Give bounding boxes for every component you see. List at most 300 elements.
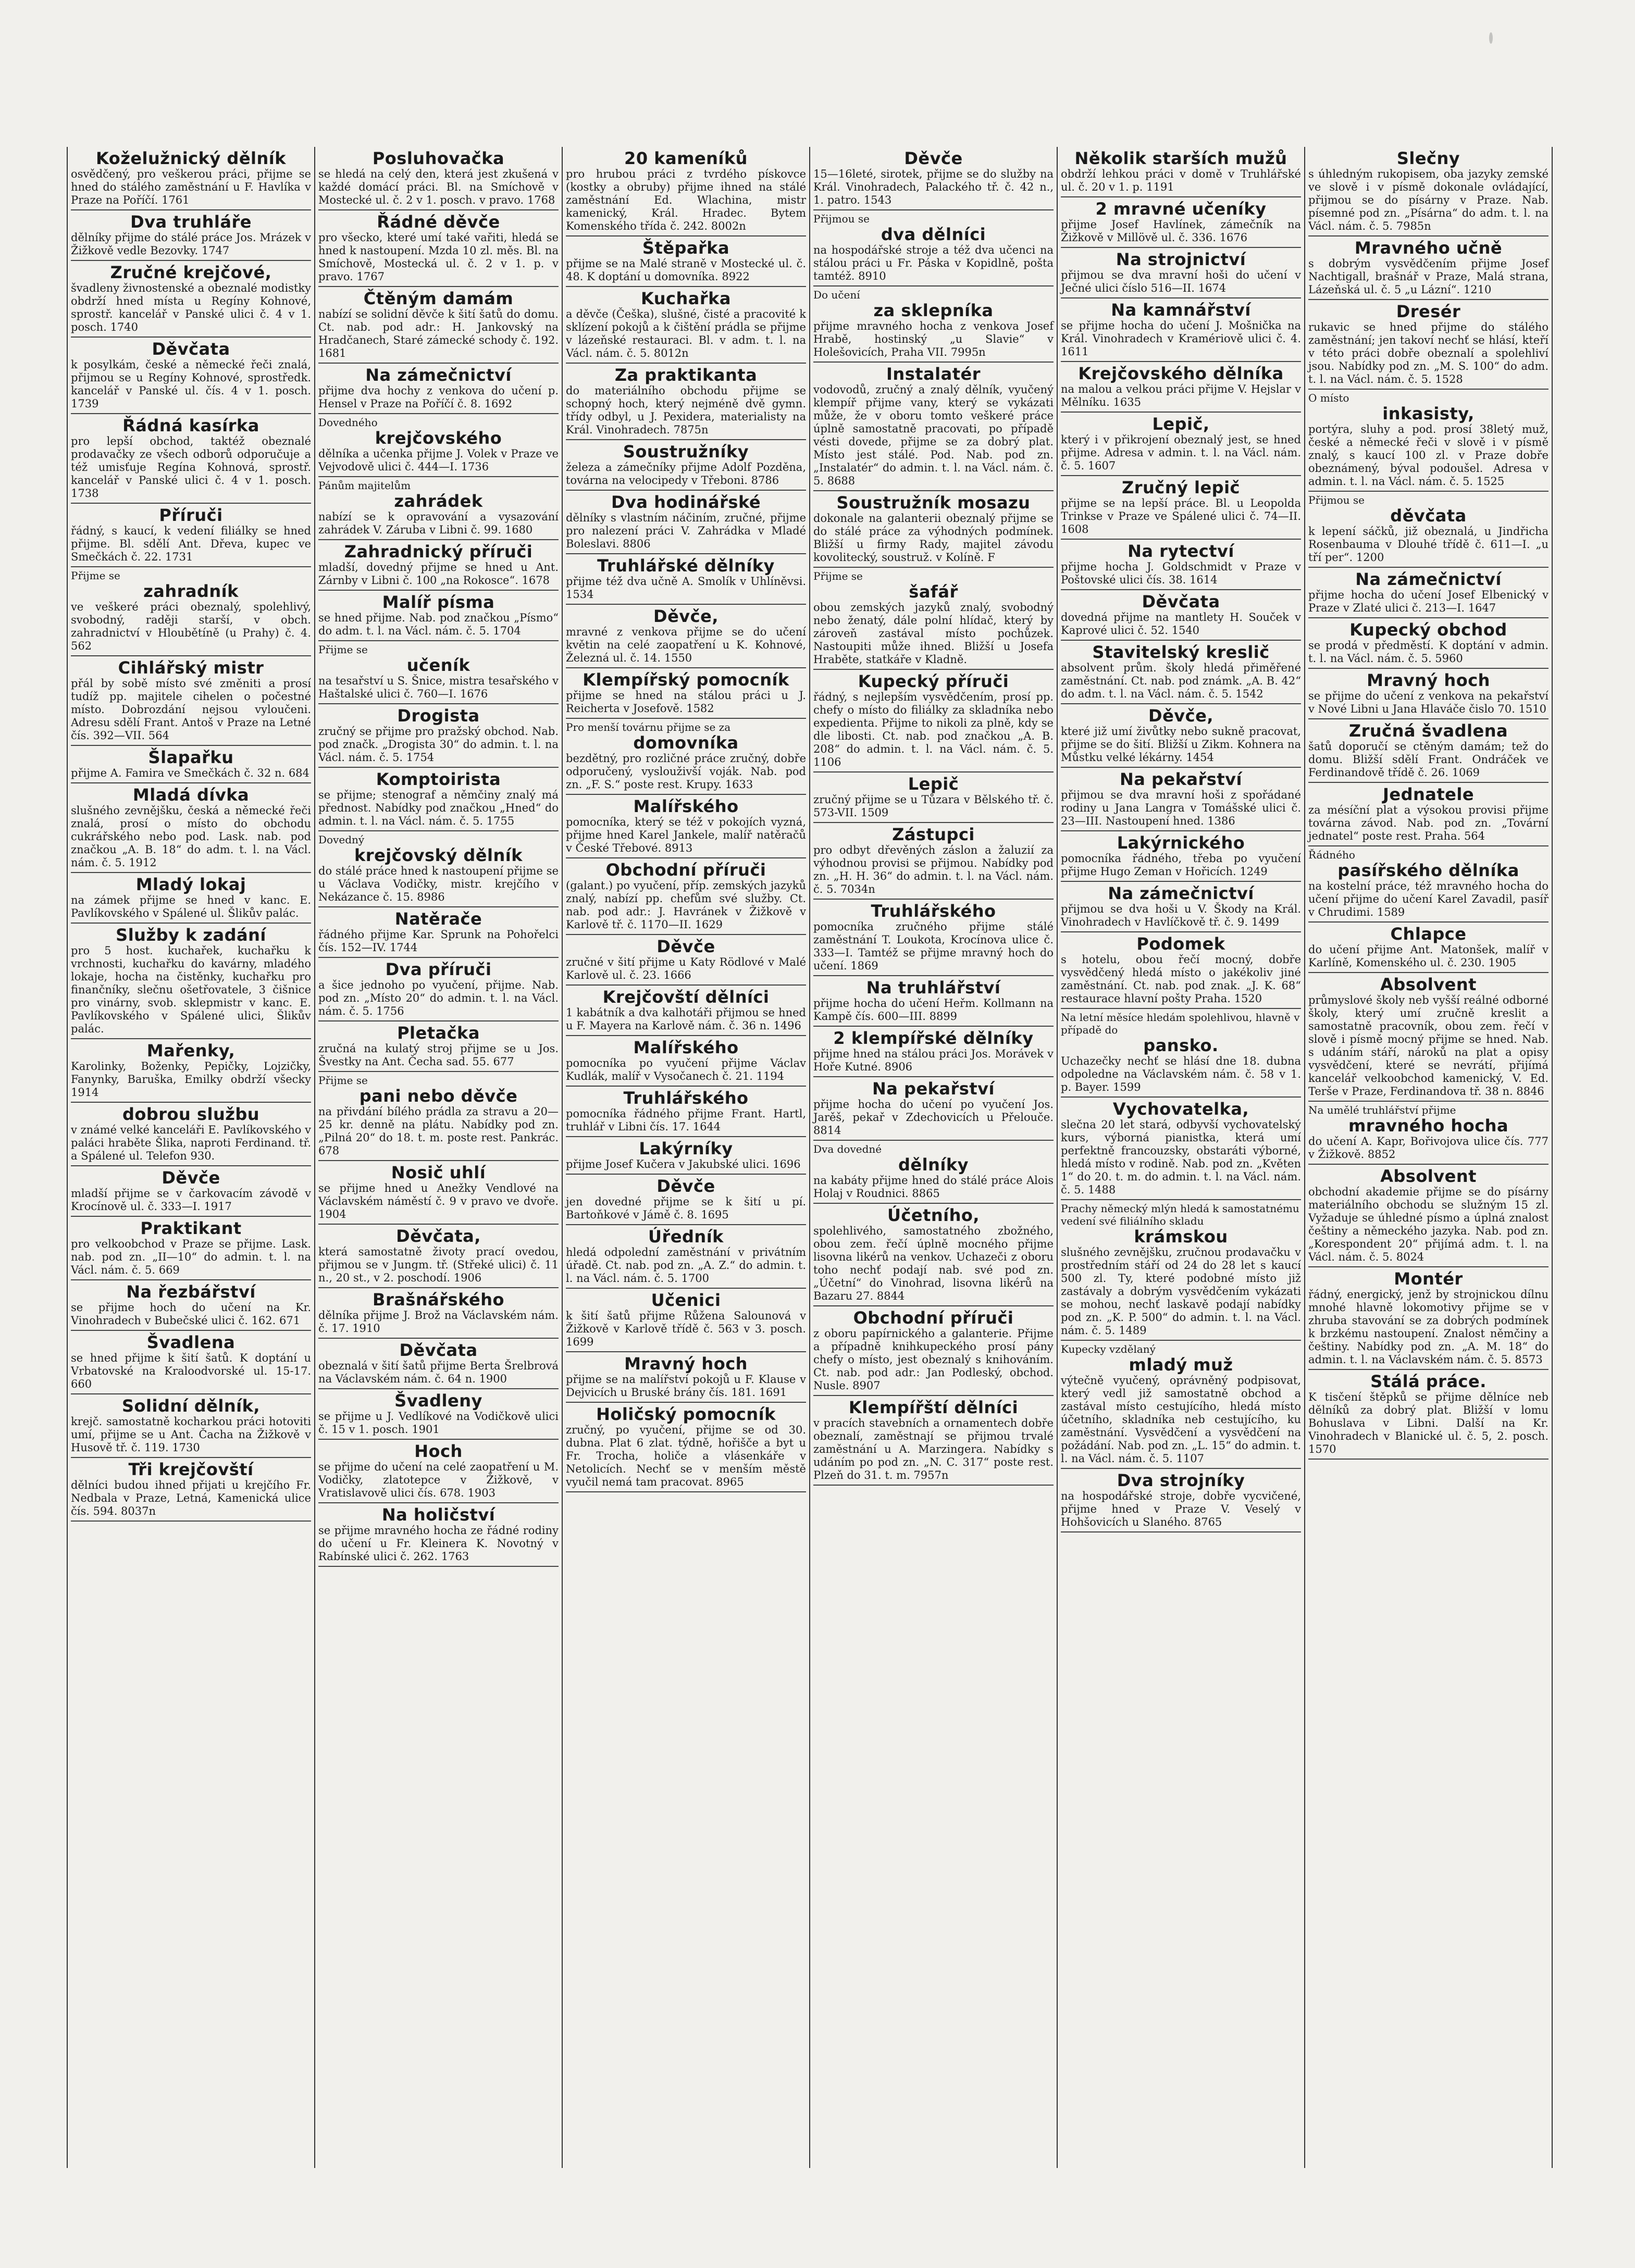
ad-headline: Na pekařství bbox=[1120, 769, 1242, 789]
ad-headline: Lepič bbox=[908, 774, 959, 794]
ad-body-text: se přijme hned u Anežky Vendlové na Václavském náměstí č. 9 v pravo ve dvoře. 1904 bbox=[318, 1182, 559, 1220]
ad-body-text: s úhledným rukopisem, oba jazyky zemské ve slově i v písmě dokonale ovládající, přijmou se do písárny v Praze. Nab. písemné pod zn. „Písárna“ do adm. t. l. na Václ. nám. č. 5. 7985n bbox=[1308, 168, 1549, 232]
classified-ad bbox=[318, 1339, 559, 1389]
classified-ad bbox=[71, 1166, 311, 1217]
ad-headline: Za praktikanta bbox=[614, 365, 758, 385]
ad-headline: za sklepníka bbox=[873, 301, 994, 320]
classified-ad bbox=[318, 704, 559, 768]
classified-column-4 bbox=[810, 147, 1058, 2168]
classified-ad bbox=[71, 210, 311, 261]
ad-body-text: pro hrubou práci z tvrdého pískovce (kostky a obruby) přijme ihned na stálé zaměstnání Ed. Wlachina, mistr kamenický, Král. Hradec. Bytem Komenského třída č. 242. 8002n bbox=[566, 168, 806, 232]
ad-headline: Děvčata, bbox=[396, 1226, 481, 1246]
classified-ad bbox=[1061, 476, 1301, 540]
ad-body-text: pro odbyt dřevěných záslon a žaluzií za výhodnou provisi se přijmou. Nabídky pod zn. „H. H. 36“ do admin. t. l. na Václ. nám. č. 5. 7034n bbox=[813, 844, 1054, 895]
ad-body-text: pomocníka řádného, třeba po vyučení přijme Hugo Zeman v Hořicích. 1249 bbox=[1061, 852, 1301, 878]
classified-ad bbox=[1308, 1267, 1549, 1370]
classified-ad bbox=[1061, 1469, 1301, 1532]
ad-headline: Mravného učně bbox=[1354, 238, 1503, 258]
classified-ad bbox=[813, 1077, 1054, 1141]
ad-lead-line: Pánům majitelům bbox=[318, 479, 411, 492]
ad-body-text: k posylkám, české a německé řeči znalá, přijmou se u Regíny Kohnové, sprostředk. kancelář v Panské ul. čís. 4 v 1. posch. 1739 bbox=[71, 358, 311, 410]
classified-ad bbox=[71, 873, 311, 924]
ad-headline: Zahradnický příruči bbox=[344, 542, 533, 562]
ad-body-text: pomocníka zručného přijme stálé zaměstnání T. Loukota, Krocínova ulice č. 333—I. Tamtéž se přijme mravný hoch do učení. 1869 bbox=[813, 920, 1054, 972]
classified-ad bbox=[1061, 704, 1301, 768]
ad-headline: Malíř písma bbox=[382, 592, 495, 612]
ad-headline: Posluhovačka bbox=[372, 148, 505, 168]
classified-ad bbox=[813, 286, 1054, 363]
ad-headline: Mařenky, bbox=[146, 1041, 236, 1061]
ad-headline: Zručný lepič bbox=[1121, 478, 1241, 497]
classified-ad bbox=[71, 504, 311, 567]
ad-headline: pasířského dělníka bbox=[1337, 861, 1519, 880]
ad-headline: dobrou službu bbox=[122, 1104, 260, 1124]
classified-ad bbox=[1061, 1341, 1301, 1469]
ad-headline: Hoch bbox=[414, 1441, 463, 1461]
classified-ad bbox=[813, 823, 1054, 900]
classified-ad bbox=[566, 935, 806, 986]
classified-ad bbox=[1308, 1102, 1549, 1165]
ad-headline: Klempířský pomocník bbox=[583, 670, 789, 690]
ad-body-text: dovedná přijme na mantlety H. Souček v Kaprové ulici č. 52. 1540 bbox=[1061, 611, 1301, 637]
ad-headline: Děvče bbox=[657, 1176, 715, 1196]
ad-headline: krámskou bbox=[1134, 1227, 1228, 1247]
ad-body-text: bezdětný, pro rozličné práce zručný, dobře odporučený, vyslouživší voják. Nab. pod zn. „F. S.“ poste rest. Krupy. 1633 bbox=[566, 752, 806, 791]
ad-headline: Nosič uhlí bbox=[391, 1163, 486, 1182]
ad-headline: šafář bbox=[909, 582, 958, 602]
classified-ad bbox=[813, 491, 1054, 568]
ad-headline: 2 mravné učeníky bbox=[1095, 199, 1267, 219]
ad-body-text: spolehlivého, samostatného zbožného, obou zem. řečí úplně mocného přijme lisovna likérů na venkov. Uchazeči z oboru toho nechť podají nab. své pod zn. „Účetní“ do Vinohrad, lisovna likérů na Bazaru 27. 8844 bbox=[813, 1225, 1054, 1302]
ad-headline: Čtěným damám bbox=[363, 289, 514, 308]
ad-body-text: přijme se na Malé straně v Mostecké ul. č. 48. K doptání u domovníka. 8922 bbox=[566, 257, 806, 283]
ad-body-text: přijme též dva učně A. Smolík v Uhlíněvsi. 1534 bbox=[566, 575, 806, 601]
ad-headline: mravného hocha bbox=[1348, 1116, 1509, 1136]
ad-body-text: osvědčený, pro veškerou práci, přijme se hned do stálého zaměstnání u F. Havlíka v Praze na Poříčí. 1761 bbox=[71, 168, 311, 206]
classified-ad bbox=[318, 1503, 559, 1567]
classified-ad bbox=[318, 1225, 559, 1288]
ad-headline: pani nebo děvče bbox=[359, 1086, 518, 1106]
classified-ad bbox=[566, 668, 806, 719]
ad-headline: Stavitelský kreslič bbox=[1092, 642, 1270, 662]
ad-headline: Vychovatelka, bbox=[1112, 1099, 1249, 1119]
classified-ad bbox=[1308, 783, 1549, 846]
ad-headline: Obchodní příruči bbox=[853, 1308, 1014, 1328]
ad-headline: zahradník bbox=[143, 581, 239, 601]
classified-ad bbox=[566, 1403, 806, 1492]
ad-headline: Šlapařku bbox=[148, 747, 234, 767]
ad-headline: Na strojnictví bbox=[1116, 250, 1246, 269]
ad-body-text: obdrží lehkou práci v domě v Truhlářské ul. č. 20 v 1. p. 1191 bbox=[1061, 168, 1301, 193]
ad-body-text: se přijme hoch do učení na Kr. Vinohradech v Bubečské ulici č. 162. 671 bbox=[71, 1301, 311, 1327]
classified-ad bbox=[566, 795, 806, 858]
ad-body-text: přijmou se dva hoši u V. Škody na Král. Vinohradech v Havlíčkově tř. č. 9. 1499 bbox=[1061, 903, 1301, 928]
ad-headline: Obchodní příruči bbox=[605, 860, 766, 880]
ad-headline: učeník bbox=[406, 655, 470, 675]
ad-headline: domovníka bbox=[633, 733, 739, 753]
classified-ad bbox=[566, 147, 806, 236]
ad-headline: Dva hodinářské bbox=[611, 492, 761, 512]
classified-ad bbox=[318, 958, 559, 1021]
ad-body-text: Karolinky, Boženky, Pepičky, Lojzičky, Fanynky, Baruška, Emilky obdrží všecky 1914 bbox=[71, 1060, 311, 1099]
ad-body-text: s dobrým vysvědčením přijme Josef Nachtigall, brašnář v Praze, Malá strana, Lázeňská ul. č. 5 „u Lázní“. 1210 bbox=[1308, 257, 1549, 296]
ad-body-text: mladší přijme se v čarkovacím závodě v Krocínově ul. č. 333—I. 1917 bbox=[71, 1187, 311, 1213]
scan-mark bbox=[1489, 32, 1493, 44]
ad-headline: Příruči bbox=[159, 505, 223, 525]
classified-ad bbox=[566, 1225, 806, 1289]
ad-headline: Zručné krejčové, bbox=[110, 263, 272, 282]
ad-headline: Děvče bbox=[904, 148, 963, 168]
ad-lead-line: Přijme se bbox=[318, 643, 368, 656]
ad-body-text: přijme Josef Havlínek, zámečník na Žižkově v Millövě ul. č. 336. 1676 bbox=[1061, 218, 1301, 244]
classified-ad bbox=[813, 976, 1054, 1027]
classified-ad bbox=[318, 210, 559, 287]
classified-ad bbox=[71, 1331, 311, 1394]
ad-headline: Holičský pomocník bbox=[596, 1404, 776, 1424]
ad-headline: 20 kameníků bbox=[624, 148, 748, 168]
ad-headline: Učenici bbox=[651, 1290, 721, 1310]
ad-body-text: a děvče (Češka), slušné, čisté a pracovité k sklízení pokojů a k čištění prádla se přijme v lázeňské restauraci. Bl. v adm. t. l. na Václ. nám. č. 5. 8012n bbox=[566, 308, 806, 359]
classified-ad bbox=[71, 567, 311, 656]
ad-body-text: pro 5 host. kuchařek, kuchařku k vrchnosti, kuchařku do kavárny, mladého lokaje, hocha na čistěnky, kuchařku pro finančníky, slečnu ošetřovatele, 3 čišnice pro vinárny, svob. sklepmistr v kanc. E. Pavlíkovského v Spálené ulici, Šlikův palác. bbox=[71, 944, 311, 1035]
classified-ad bbox=[1061, 932, 1301, 1009]
ad-lead-line: Přijme se bbox=[813, 570, 863, 582]
ad-headline: Řádná kasírka bbox=[122, 416, 259, 435]
classified-ad bbox=[813, 568, 1054, 670]
classified-column-2 bbox=[315, 147, 563, 2168]
ad-headline: Na truhlářství bbox=[866, 978, 1001, 998]
ad-headline: Na zámečnictví bbox=[365, 365, 512, 385]
ad-headline: zahrádek bbox=[394, 491, 483, 511]
ad-headline: Lepič, bbox=[1152, 414, 1210, 434]
ad-headline: Kuchařka bbox=[640, 289, 731, 308]
ad-headline: Komptoirista bbox=[376, 769, 501, 789]
ad-headline: Praktikant bbox=[140, 1218, 242, 1238]
ad-body-text: v známé velké kanceláři E. Pavlíkovského v paláci hraběte Šlika, naproti Ferdinand. tř. a Spálené ul. Telefon 930. bbox=[71, 1124, 311, 1162]
classified-ad bbox=[318, 831, 559, 907]
classified-column-6 bbox=[1305, 147, 1553, 2168]
classified-ad bbox=[71, 1394, 311, 1458]
ad-headline: dělníky bbox=[898, 1155, 969, 1175]
ad-headline: Dva truhláře bbox=[130, 212, 252, 232]
classified-ad bbox=[566, 1352, 806, 1403]
ad-lead-line: Dva dovedné bbox=[813, 1143, 882, 1155]
ad-body-text: výtečně vyučený, oprávněný podpisovat, který vedl již samostatně obchod a zastával místo cestujícího, hledá místo účetního, skladníka neb cestujícího, ku zaměstnání. Vysvědčení a vysvědčení na požádání. Nab. pod zn. „L. 15“ do admin. t. l. na Václ. nám. č. 5. 1107 bbox=[1061, 1374, 1301, 1465]
classified-ad bbox=[1308, 669, 1549, 719]
ad-body-text: přijmou se dva mravní hoši z spořádané rodiny u Jana Langra v Tomášské ulici č. 23—III. Nastoupení hned. 1386 bbox=[1061, 789, 1301, 827]
classified-ad bbox=[71, 1103, 311, 1166]
ad-headline: Drogista bbox=[397, 706, 480, 726]
ad-body-text: 1 kabátník a dva kalhotáři přijmou se hned u F. Mayera na Karlově nám. č. 36 n. 1496 bbox=[566, 1006, 806, 1032]
classified-ad bbox=[318, 147, 559, 210]
ad-body-text: nabízí se solidní děvče k šití šatů do domu. Ct. nab. pod adr.: H. Jankovský na Hradčanech, Staré zámecké schody č. 192. 1681 bbox=[318, 308, 559, 359]
ad-lead-line: O místo bbox=[1308, 392, 1349, 404]
classified-ad bbox=[1308, 147, 1549, 236]
ad-body-text: 15—16leté, sirotek, přijme se do služby na Král. Vinohradech, Palackého tř. č. 42 n., 1. patro. 1543 bbox=[813, 168, 1054, 206]
classified-ad bbox=[566, 1087, 806, 1137]
classified-ad bbox=[566, 236, 806, 287]
classified-ad bbox=[1308, 1370, 1549, 1460]
ad-headline: Krejčovského dělníka bbox=[1078, 364, 1284, 383]
classified-ad bbox=[318, 768, 559, 831]
ad-body-text: na malou a velkou práci přijme V. Hejslar v Mělníku. 1635 bbox=[1061, 383, 1301, 408]
classified-ad bbox=[566, 1175, 806, 1225]
classified-ad bbox=[71, 746, 311, 783]
ad-headline: Děvčata bbox=[1142, 592, 1220, 612]
ad-body-text: se přijme hocha do učení J. Mošnička na Král. Vinohradech v Kramériově ulici č. 4. 1611 bbox=[1061, 319, 1301, 358]
ad-headline: Několik starších mužů bbox=[1074, 148, 1287, 168]
ad-body-text: v pracích stavebních a ornamentech dobře obeznalí, zaměstnají se přijmou trvalé zaměstnání u A. Marzingera. Nabídky s udáním po pod zn. „N. C. 317“ poste rest. Plzeň do 31. t. m. 7957n bbox=[813, 1417, 1054, 1481]
ad-body-text: zručná na kulatý stroj přijme se u Jos. Švestky na Ant. Čecha sad. 55. 677 bbox=[318, 1042, 559, 1068]
classified-ad bbox=[71, 261, 311, 338]
ad-body-text: pomocníka řádného přijme Frant. Hartl, truhlář v Libni čís. 17. 1644 bbox=[566, 1107, 806, 1133]
ad-body-text: do učení A. Kapr, Bořivojova ulice čís. 777 v Žižkově. 8852 bbox=[1308, 1135, 1549, 1161]
classified-ad bbox=[566, 287, 806, 364]
classified-ad bbox=[318, 907, 559, 958]
ad-lead-line: Přijme se bbox=[71, 569, 120, 582]
ad-body-text: obeznalá v šití šatů přijme Berta Šrelbrová na Václavském nám. č. 64 n. 1900 bbox=[318, 1360, 559, 1385]
ad-body-text: K tisčení štěpků se přijme dělníce neb dělníků za dobrý plat. Bližší v lomu Bohuslava v Libni. Další na Kr. Vinohradech v Blanické ul. č. 5, 2. posch. 1570 bbox=[1308, 1391, 1549, 1455]
ad-lead-line: Pro menší továrnu přijme se za bbox=[566, 721, 731, 733]
ad-headline: Natěrače bbox=[394, 909, 482, 929]
ad-body-text: švadleny živnostenské a obeznalé modistky obdrží hned místa u Regíny Kohnové, sprostř. kancelář v Panské ulici č. 4 v 1. posch. 1740 bbox=[71, 282, 311, 333]
classified-ad bbox=[1061, 248, 1301, 298]
classified-ad bbox=[71, 1217, 311, 1280]
classified-ad bbox=[1061, 831, 1301, 882]
ad-body-text: ve veškeré práci obeznalý, spolehlivý, svobodný, raději starší, v obch. zahradnictví v Hloubětíně (u Prahy) č. 4. 562 bbox=[71, 601, 311, 652]
ad-body-text: přijme hocha J. Goldschmidt v Praze v Poštovské ulici čís. 38. 1614 bbox=[1061, 560, 1301, 586]
ad-headline: krejčovského bbox=[375, 428, 502, 448]
classified-ad bbox=[318, 540, 559, 591]
ad-body-text: přijme hocha do učení po vyučení Jos. Jarěš, pekař v Zdechovicích u Přelouče. 8814 bbox=[813, 1098, 1054, 1137]
ad-body-text: železa a zámečníky přijme Adolf Pozděna, továrna na velocipedy v Třeboni. 8786 bbox=[566, 461, 806, 487]
ad-body-text: obchodní akademie přijme se do písárny materiálního obchodu se služným 15 zl. Vyžaduje se úhledné písmo a úplná znalost češtiny a německého jazyka. Nab. pod zn. „Korespondent 20“ přijímá adm. t. l. na Václ. nám. č. 5. 8024 bbox=[1308, 1186, 1549, 1263]
ad-body-text: přijme A. Famira ve Smečkách č. 32 n. 684 bbox=[71, 767, 309, 779]
ad-body-text: dělníka přijme J. Brož na Václavském nám. č. 17. 1910 bbox=[318, 1309, 559, 1335]
ad-headline: Soustružníky bbox=[623, 442, 749, 462]
classified-ad bbox=[813, 1027, 1054, 1077]
ad-lead-line: Prachy německý mlýn hledá k samostatnému vedení své filiálního skladu bbox=[1061, 1202, 1299, 1227]
classified-ad bbox=[1061, 197, 1301, 248]
ad-headline: Úředník bbox=[648, 1227, 724, 1247]
ad-headline: děvčata bbox=[1390, 506, 1467, 526]
classified-ad bbox=[813, 1306, 1054, 1396]
ad-body-text: mladší, dovedný přijme se hned u Ant. Zárnby v Libni č. 100 „na Rokosce“. 1678 bbox=[318, 561, 559, 587]
ad-headline: Kupecký příruči bbox=[858, 671, 1009, 691]
ad-lead-line: Dovedného bbox=[318, 416, 378, 429]
classified-ad bbox=[566, 605, 806, 668]
ad-headline: dva dělníci bbox=[881, 225, 986, 244]
classified-ad bbox=[1308, 923, 1549, 973]
classified-ad bbox=[71, 1039, 311, 1103]
classified-ad bbox=[1061, 882, 1301, 932]
ad-lead-line: Na umělé truhlářství přijme bbox=[1308, 1104, 1456, 1116]
ad-lead-line: Na letní měsíce hledám spolehlivou, hlavně v případě do bbox=[1061, 1011, 1300, 1036]
ad-headline: Na řezbářství bbox=[126, 1282, 256, 1302]
ad-body-text: se přijme u J. Vedlíkové na Vodičkově ulici č. 15 v 1. posch. 1901 bbox=[318, 1410, 559, 1436]
classified-ad bbox=[71, 656, 311, 746]
ad-body-text: slečna 20 let stará, odbyvší vychovatelský kurs, výborná pianistka, která umí perfektně francouzsky, obstaráti výborné, hledá místo v rodině. Nab. pod zn. „Květen 1“ do 20. t. m. do admin. t. l. na Václ. nám. č. 5. 1488 bbox=[1061, 1118, 1301, 1196]
ad-body-text: se prodá v předměstí. K doptání v admin. t. l. na Václ. nám. č. 5. 5960 bbox=[1308, 639, 1549, 665]
classified-ad bbox=[1308, 390, 1549, 492]
ad-headline: Cihlářský mistr bbox=[118, 658, 264, 678]
ad-body-text: se přijme; stenograf a němčiny znalý má přednost. Nabídky pod značkou „Hned“ do admin. t. l. na Václ. nám. č. 5. 1755 bbox=[318, 789, 559, 827]
ad-headline: Mravný hoch bbox=[624, 1354, 748, 1374]
classified-ad bbox=[1308, 719, 1549, 783]
ad-body-text: na kabáty přijme hned do stálé práce Alois Holaj v Roudnici. 8865 bbox=[813, 1174, 1054, 1200]
classified-ad bbox=[1061, 1009, 1301, 1098]
ad-body-text: přijme dva hochy z venkova do učení p. Hensel v Praze na Poříčí č. 8. 1692 bbox=[318, 384, 559, 410]
ad-body-text: který i v přikrojení obeznalý jest, se hned přijme. Adresa v admin. t. l. na Václ. nám. č. 5. 1607 bbox=[1061, 433, 1301, 472]
classified-ad bbox=[71, 338, 311, 414]
ad-lead-line: Řádného bbox=[1308, 849, 1355, 861]
ad-body-text: řádný, energický, jenž by strojnickou dílnu mnohé hlavně lokomotivy přijme se v zhruba stavování se za dobrých podmínek k brzkému nastoupení. Znalost němčiny a češtiny. Nabídky pod zn. „A. M. 18“ do admin. t. l. na Václavském nám. č. 5. 8573 bbox=[1308, 1288, 1549, 1366]
ad-body-text: dokonale na galanterii obeznalý přijme se do stálé práce za výhodných podmínek. Bližší u firmy Rady, majitel závodu kovolitecký, soustruž. v Kolíně. F bbox=[813, 512, 1054, 564]
ad-body-text: která samostatně životy prací ovedou, přijmou se v Jungm. tř. (Střeké ulici) č. 11 n., 20 st., v 2. poschodí. 1906 bbox=[318, 1245, 559, 1284]
ad-headline: Štěpařka bbox=[642, 238, 730, 258]
ad-lead-line: Přijme se bbox=[318, 1074, 368, 1087]
ad-headline: 2 klempířské dělníky bbox=[833, 1028, 1034, 1048]
ad-headline: Zástupci bbox=[892, 825, 975, 844]
ad-body-text: dělníka a učenka přijme J. Volek v Praze ve Vejvodově ulici č. 444—I. 1736 bbox=[318, 447, 559, 473]
ad-headline: Na rytectví bbox=[1128, 541, 1234, 561]
ad-headline: Slečny bbox=[1396, 148, 1460, 168]
ad-body-text: pro lepší obchod, taktéž obeznalé prodavačky ze všech odborů odporučuje a též umisťuje Regína Kohnová, sprostř. kancelář v Panské ulici č. 4 v 1. posch. 1738 bbox=[71, 435, 311, 500]
ad-body-text: (galant.) po vyučení, příp. zemských jazyků znalý, nabízí pp. chefům své služby. Ct. nab. pod adr.: J. Havránek v Žižkově v Karlově tř. č. 1170—II. 1629 bbox=[566, 879, 806, 931]
ad-headline: Brašnářského bbox=[373, 1290, 504, 1310]
classified-ad bbox=[1061, 1098, 1301, 1200]
classified-ad bbox=[1061, 641, 1301, 704]
ad-body-text: na tesařství u S. Šnice, mistra tesařského v Haštalské ulici č. 760—I. 1676 bbox=[318, 675, 559, 700]
classified-ad bbox=[318, 1440, 559, 1503]
classified-ad bbox=[71, 924, 311, 1039]
ad-body-text: se hned přijme. Nab. pod značkou „Písmo“ do adm. t. l. na Václ. nám. č. 5. 1704 bbox=[318, 612, 559, 637]
ad-body-text: přijme se na lepší práce. Bl. u Leopolda Trinkse v Praze ve Spálené ulici č. 74—II. 1608 bbox=[1061, 497, 1301, 535]
ad-headline: Švadleny bbox=[394, 1391, 482, 1411]
classified-ad bbox=[1061, 768, 1301, 831]
classified-ad bbox=[71, 1280, 311, 1331]
ad-headline: Děvčata bbox=[152, 339, 230, 359]
classified-ad bbox=[318, 1161, 559, 1225]
ad-lead-line: Kupecky vzdělaný bbox=[1061, 1343, 1156, 1355]
classified-ad bbox=[1308, 618, 1549, 669]
ad-headline: Absolvent bbox=[1380, 975, 1477, 994]
ad-headline: Děvče bbox=[162, 1168, 220, 1188]
ad-body-text: přijme se na malířství pokojů u F. Klause v Dejvicích u Bruské brány čís. 181. 1691 bbox=[566, 1373, 806, 1399]
ad-headline: Na holičství bbox=[381, 1505, 496, 1525]
ad-body-text: rukavic se hned přijme do stálého zaměstnání; jen takoví nechť se hlásí, kteří v této práci dobře obeznalí a spolehliví jsou. Nabídky pod zn. „M. S. 100“ do adm. t. l. na Václ. nám. č. 5. 1528 bbox=[1308, 321, 1549, 385]
classified-column-1 bbox=[68, 147, 315, 2168]
ad-body-text: zručný přijme se u Tůzara v Bělského tř. č. 573-VII. 1509 bbox=[813, 793, 1054, 819]
ad-body-text: přijmou se dva mravní hoši do učení v Ječné ulici číslo 516—II. 1674 bbox=[1061, 269, 1301, 294]
ad-headline: Jednatele bbox=[1382, 784, 1475, 804]
classified-ad bbox=[813, 772, 1054, 823]
ad-headline: Děvče, bbox=[1148, 706, 1213, 726]
ad-headline: Malířského bbox=[633, 1038, 739, 1057]
ad-headline: Absolvent bbox=[1380, 1166, 1477, 1186]
classified-ad bbox=[813, 1204, 1054, 1306]
classified-ad bbox=[566, 1137, 806, 1175]
classified-ad bbox=[1061, 362, 1301, 413]
ad-body-text: slušného zevnějšku, zručnou prodavačku v prostředním stáří od 24 do 28 let s kaucí 500 zl. Ty, které podobné místo již zastávaly a dobrým vysvědčením vykázati se mohou, nechť laskavě podají nabídky pod zn. „K. P. 500“ do admin. t. l. na Václ. nám. č. 5. 1489 bbox=[1061, 1246, 1301, 1337]
ad-headline: Soustružník mosazu bbox=[836, 493, 1031, 513]
classified-ad bbox=[1061, 590, 1301, 641]
ad-body-text: zručný se přijme pro pražský obchod. Nab. pod značk. „Drogista 30“ do admin. t. l. na Václ. nám. č. 5. 1754 bbox=[318, 725, 559, 764]
classified-ad bbox=[1308, 568, 1549, 618]
ad-body-text: přál by sobě místo své změniti a prosí tudíž pp. majitele cihelen o počestné místo. Dobrozdání nejsou vyloučeni. Adresu sdělí Frant. Antoš v Praze na Letné čís. 392—VII. 564 bbox=[71, 677, 311, 742]
ad-headline: Děvče bbox=[657, 937, 715, 956]
ad-body-text: do učení přijme Ant. Matonšek, malíř v Karlíně, Komenského ul. č. 230. 1905 bbox=[1308, 943, 1549, 969]
classified-ad bbox=[1308, 236, 1549, 300]
classified-ad bbox=[318, 1072, 559, 1161]
classified-ad bbox=[318, 1288, 559, 1339]
classified-ad bbox=[813, 670, 1054, 772]
ad-body-text: na kostelní práce, též mravného hocha do učení přijme do učení Karel Zavadil, pasíř v Chrudimi. 1589 bbox=[1308, 880, 1549, 918]
ad-headline: Malířského bbox=[633, 796, 739, 816]
ad-body-text: na hospodářské stroje, dobře vycvičené, přijme hned v Praze V. Veselý v Hohšovicích u Slaného. 8765 bbox=[1061, 1490, 1301, 1528]
ad-body-text: řádného přijme Kar. Sprunk na Pohořelci čís. 152—IV. 1744 bbox=[318, 928, 559, 954]
ad-body-text: přijme hocha do učení Josef Elbenický v Praze v Zlaté ulici č. 213—I. 1647 bbox=[1308, 589, 1549, 614]
ad-body-text: pro všecko, které umí také vařiti, hledá se hned k nastoupení. Mzda 10 zl. měs. Bl. na Smíchově, Mostecká ul. č. 2 v 1. p. v pravo. 1767 bbox=[318, 231, 559, 283]
ad-body-text: Uchazečky nechť se hlásí dne 18. dubna odpoledne na Václavském nám. č. 58 v 1. p. Bayer. 1599 bbox=[1061, 1055, 1301, 1093]
ad-headline: Pletačka bbox=[397, 1023, 480, 1043]
ad-lead-line: Přijmou se bbox=[1308, 494, 1365, 506]
classified-ad bbox=[566, 1289, 806, 1352]
classified-ad bbox=[318, 287, 559, 364]
ad-body-text: pomocníka po vyučení přijme Václav Kudlák, malíř v Vysočanech č. 21. 1194 bbox=[566, 1057, 806, 1082]
ad-headline: Koželužnický dělník bbox=[95, 148, 287, 168]
ad-body-text: za mésíční plat a výsokou provisi přijme továrna závod. Nab. pod zn. „Tovární jednatel“ poste rest. Praha. 564 bbox=[1308, 804, 1549, 842]
ad-headline: inkasisty, bbox=[1382, 404, 1475, 423]
ad-body-text: přijme hocha do učení Heřm. Kollmann na Kampě čís. 600—III. 8899 bbox=[813, 997, 1054, 1023]
ad-headline: Dva příruči bbox=[385, 959, 492, 979]
classified-ad bbox=[318, 641, 559, 704]
classified-ad bbox=[318, 591, 559, 641]
classified-ad bbox=[1061, 1200, 1301, 1341]
ad-body-text: zručné v šití přijme u Katy Rödlové v Malé Karlově ul. č. 23. 1666 bbox=[566, 956, 806, 981]
ad-headline: Stálá práce. bbox=[1370, 1372, 1487, 1391]
ad-body-text: dělníci budou ihned přijati u krejčího Fr. Nedbala v Praze, Letná, Kamenická ulice čís. 594. 8037n bbox=[71, 1479, 311, 1517]
ad-body-text: přijme mravného hocha z venkova Josef Hrabě, hostinský „u Slavie“ v Holešovicích, Praha VII. 7995n bbox=[813, 320, 1054, 358]
classified-ad bbox=[813, 1396, 1054, 1486]
classified-ad bbox=[566, 491, 806, 554]
ad-body-text: s hotelu, obou řečí mocný, dobře vysvědčený hledá místo o jakékoliv jiné zaměstnání. Ct. nab. pod znak. „J. K. 68“ restaurace hlavní pošty Praha. 1520 bbox=[1061, 953, 1301, 1005]
classified-ad bbox=[1308, 973, 1549, 1102]
ad-body-text: šatů doporučí se ctěným damám; tež do domu. Bližší sdělí Frant. Ondráček ve Ferdinandově třídě č. 26. 1069 bbox=[1308, 740, 1549, 779]
ad-headline: Na zámečnictví bbox=[1108, 883, 1254, 903]
ad-lead-line: Dovedný bbox=[318, 833, 365, 846]
ad-body-text: a šice jednoho po vyučení, přijme. Nab. pod zn. „Místo 20“ do admin. t. l. na Václ. nám. č. 5. 1756 bbox=[318, 979, 559, 1017]
ad-body-text: obou zemských jazyků znalý, svobodný nebo ženatý, dále polní hlídač, který by zároveň zastával místo pochůzek. Nastoupiti může ihned. Bližší u Josefa Hraběte, statkáře v Kladně. bbox=[813, 601, 1054, 666]
classified-ad bbox=[566, 364, 806, 440]
ad-headline: Montér bbox=[1394, 1269, 1463, 1289]
classified-ad bbox=[318, 364, 559, 414]
classified-ad bbox=[813, 147, 1054, 210]
classified-ad bbox=[566, 986, 806, 1036]
classified-ad bbox=[813, 363, 1054, 491]
ad-body-text: dělníky s vlastním náčiním, zručné, přijme pro nalezení práci V. Zahrádka v Mladé Boleslavi. 8806 bbox=[566, 512, 806, 550]
classified-ad bbox=[71, 147, 311, 210]
ad-body-text: hledá odpolední zaměstnání v privátním úřadě. Ct. nab. pod zn. „A. Z.“ do admin. t. l. na Václ. nám. č. 5. 1700 bbox=[566, 1246, 806, 1285]
ad-headline: mladý muž bbox=[1129, 1355, 1233, 1375]
ad-body-text: se přijme mravného hocha ze řádné rodiny do učení u Fr. Kleinera K. Novotný v Rabínské ulici č. 262. 1763 bbox=[318, 1524, 559, 1563]
classified-ad bbox=[566, 1036, 806, 1087]
ad-body-text: na hospodářské stroje a též dva učenci na stálou práci u Fr. Páska v Kopidlně, pošta tamtéž. 8910 bbox=[813, 244, 1054, 282]
ad-headline: Tři krejčovští bbox=[128, 1460, 254, 1479]
ad-headline: Klempířští dělníci bbox=[848, 1398, 1019, 1417]
ad-headline: Na zámečnictví bbox=[1355, 569, 1502, 589]
classified-ad bbox=[813, 900, 1054, 976]
